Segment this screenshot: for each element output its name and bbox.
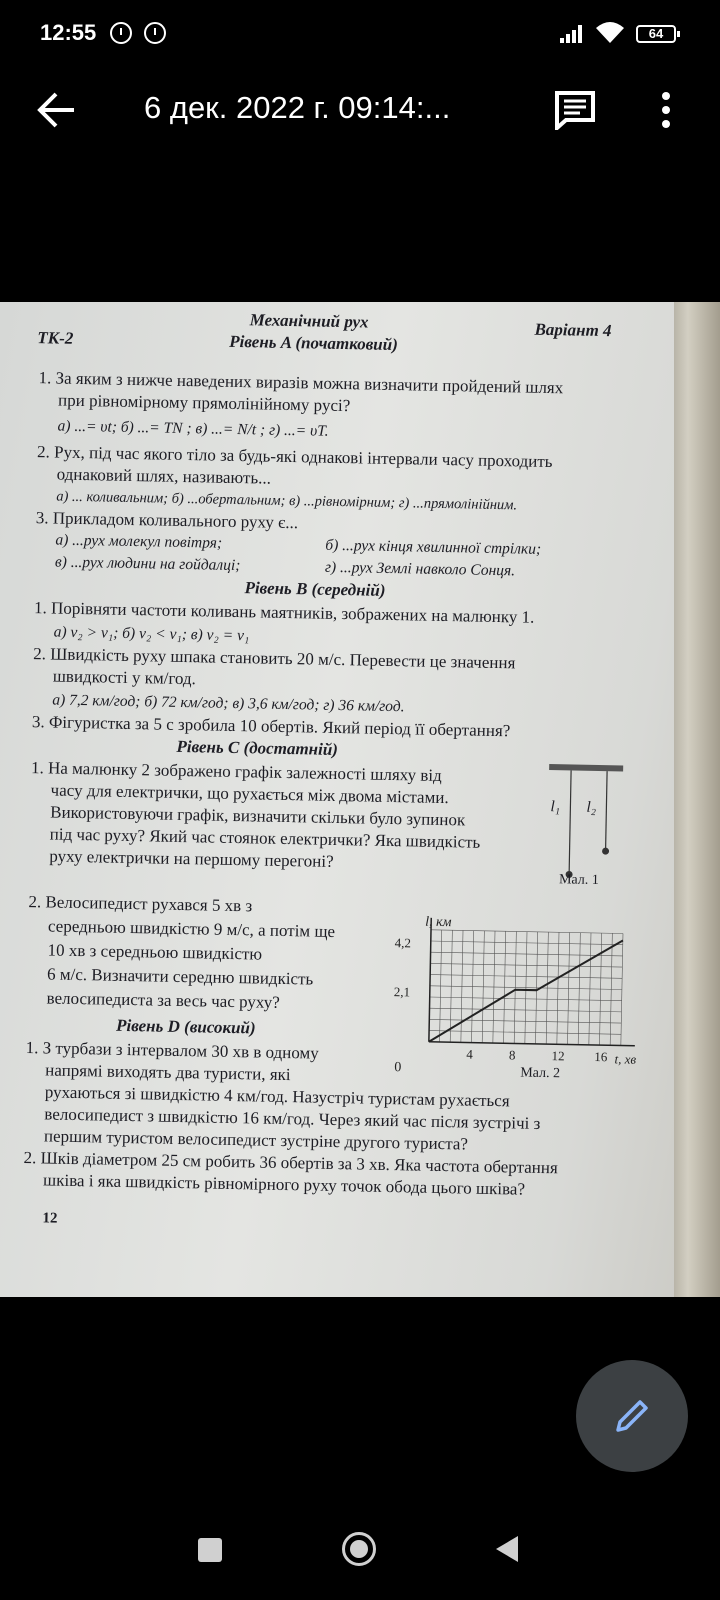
back-arrow-icon[interactable] [36, 92, 76, 128]
page-number: 12 [42, 1210, 58, 1227]
level-d-heading: Рівень D (високий) [115, 1015, 256, 1038]
a3-option-a: а) ...рух молекул повітря; [55, 531, 223, 552]
question-a1: 1. За яким з нижче наведених виразів можна визначити пройдений шлях [38, 368, 564, 398]
battery-icon: 64 [636, 25, 676, 43]
tk-label: ТК-2 [37, 328, 74, 348]
question-c2-l4: 6 м/с. Визначити середню швидкість [46, 964, 314, 989]
variant-label: Варіант 4 [534, 319, 612, 341]
photo-title: 6 дек. 2022 г. 09:14:... [144, 90, 451, 125]
origin-label: 0 [394, 1060, 402, 1076]
question-a2: 2. Рух, під час якого тіло за будь-які однакові інтервали часу проходить [36, 442, 553, 472]
edit-button[interactable] [576, 1360, 688, 1472]
question-c2-l5: велосипедиста за весь час руху? [46, 988, 280, 1012]
nav-back-button[interactable] [496, 1536, 518, 1562]
question-a2-cont: однаковий шлях, називають... [56, 464, 272, 488]
topic-title: Механічний рух [249, 310, 369, 332]
level-c-heading: Рівень C (достатній) [176, 736, 339, 759]
x-tick-label: 16 [594, 1048, 608, 1065]
y-tick-label: 2,1 [393, 984, 411, 1000]
pendulum-l2-label: l₂ [586, 798, 597, 816]
x-axis-label: t, хв [614, 1051, 637, 1067]
home-button[interactable] [342, 1532, 376, 1566]
status-bar [0, 0, 720, 70]
question-d1-l4: велосипедист з швидкістю 16 км/год. Через який час після зустрічі з [44, 1104, 541, 1133]
a3-option-d: г) ...рух Землі навколо Сонця. [324, 558, 516, 580]
question-d1-l2: напрямі виходять два туристи, які [45, 1060, 291, 1085]
pendulum-l1-label: l₁ [550, 798, 561, 816]
question-c1-l3: Використовуючи графік, визначити скільки було зупинок [50, 802, 466, 830]
document-photo [0, 302, 720, 1297]
system-nav-bar [0, 1510, 720, 1600]
b2-options: а) 7,2 км/год; б) 72 км/год; в) 3,6 км/год; г) 36 км/год. [52, 691, 405, 716]
question-a3: 3. Прикладом коливального руху є... [35, 508, 299, 533]
a3-option-b: б) ...рух кінця хвилинної стрілки; [325, 536, 542, 558]
a3-option-c: в) ...рух людини на гойдалці; [54, 553, 241, 575]
question-c1-l2: часу для електрички, що рухається між двома містами. [50, 780, 449, 808]
y-axis [429, 918, 431, 1042]
x-tick-label: 8 [508, 1047, 516, 1063]
question-c2-l2: середньою швидкістю 9 м/с, а потім ще [47, 916, 336, 941]
a2-options: а) ... коливальним; б) ...обертальним; в) ...рівномірним; г) ...прямолінійним. [56, 488, 518, 514]
question-d2-cont: шківа і яка швидкість рівномірного руху точок обода цього шківа? [42, 1170, 526, 1199]
question-c1-l5: руху електрички на першому перегоні? [49, 846, 334, 871]
x-axis [429, 1042, 635, 1046]
question-d1-l3: рухаються зі швидкістю 4 км/год. Назустріч туристам рухається [44, 1082, 510, 1111]
question-c2-l3: 10 хв з середньою швидкістю [47, 940, 263, 964]
figure-1-caption: Мал. 1 [558, 872, 599, 889]
a1-options: а) ...= υt; б) ...= TN ; в) ...= N/t ; г) ...= υT. [57, 417, 329, 440]
y-tick-label: 4,2 [394, 935, 412, 951]
more-options-icon[interactable] [660, 92, 672, 128]
question-b3: 3. Фігуристка за 5 с зробила 10 обертів. Який період її обертання? [31, 712, 511, 741]
question-d1-l5: першим туристом велосипедист зустріне другого туриста? [43, 1126, 469, 1154]
b1-options: а) ν₂ > ν₁; б) ν₂ < ν₁; в) ν₂ = ν₁ [53, 623, 250, 645]
level-b-heading: Рівень B (середній) [244, 578, 386, 600]
question-d1: 1. З турбази з інтервалом 30 хв в одному [25, 1038, 319, 1063]
worksheet [11, 302, 670, 1297]
status-time: 12:55 [40, 20, 97, 45]
y-axis-label: l, км [425, 914, 452, 931]
question-c2: 2. Велосипедист рухався 5 хв з [28, 892, 253, 916]
level-a-heading: Рівень A (початковий) [229, 331, 399, 355]
question-b1: 1. Порівняти частоти коливань маятників, зображених на малюнку 1. [33, 598, 535, 627]
pencil-icon [612, 1396, 652, 1436]
question-c1-l4: під час руху? Який час стоянок електрички? Яка швидкість [49, 824, 481, 852]
question-d2: 2. Шків діаметром 25 см робить 36 обертів за 3 хв. Яка частота обертання [23, 1148, 558, 1178]
x-tick-label: 4 [466, 1046, 473, 1062]
question-a1-cont: при рівномірному прямолінійному русі? [57, 390, 351, 416]
question-b2: 2. Швидкість руху шпака становить 20 м/с. Перевести це значення [33, 644, 516, 673]
alarm-icon [110, 22, 132, 44]
question-c1: 1. На малюнку 2 зображено графік залежності шляху від [30, 758, 442, 785]
alarm-clock-icon [144, 22, 166, 44]
x-tick-label: 12 [551, 1048, 565, 1064]
figure-2-caption: Мал. 2 [520, 1065, 561, 1082]
question-b2-cont: швидкості у км/год. [52, 666, 197, 689]
recents-button[interactable] [198, 1538, 222, 1562]
app-bar [0, 70, 720, 150]
comment-icon[interactable] [554, 90, 596, 130]
wifi-icon [596, 22, 624, 44]
